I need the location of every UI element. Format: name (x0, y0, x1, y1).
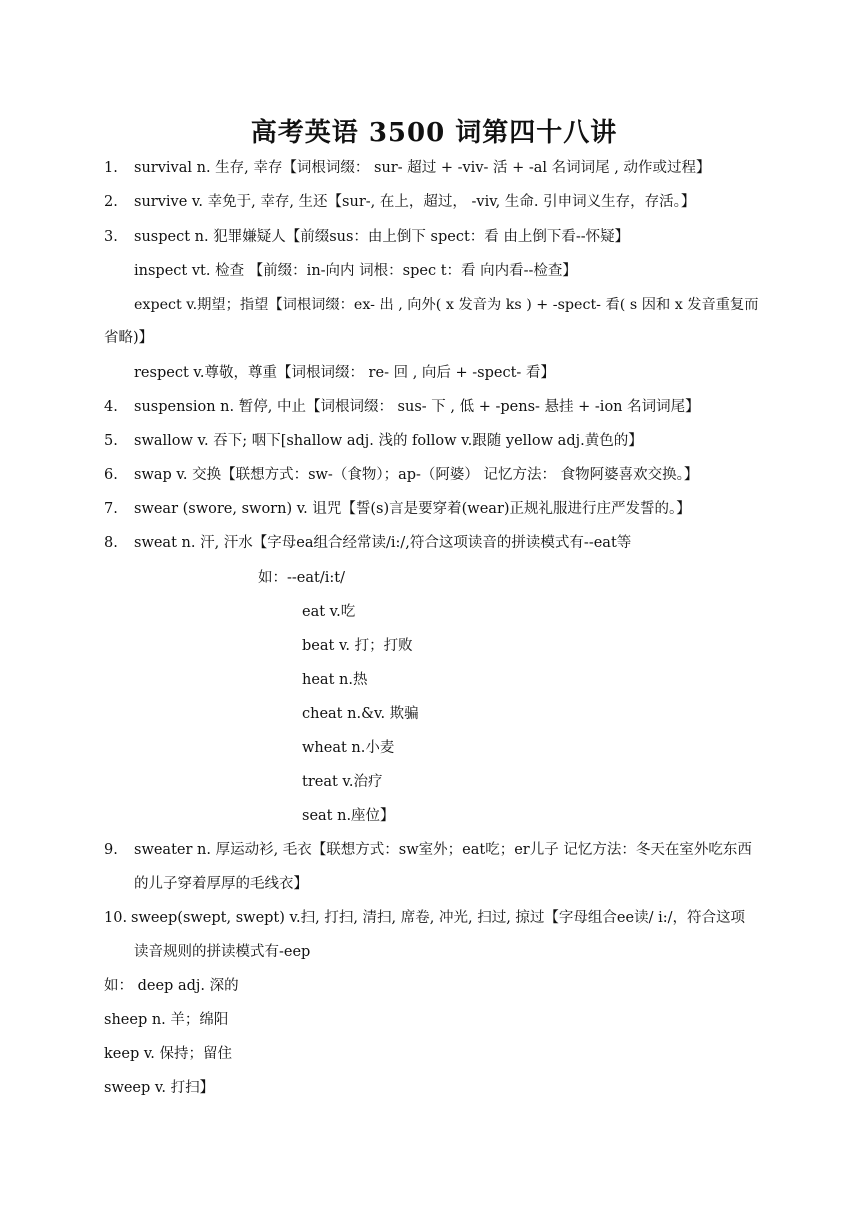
word-example: 如： deep adj. 深的 (104, 978, 239, 994)
entry-text: 如：--eat/i:t/ (258, 570, 345, 586)
word-example: cheat n.&v. 欺骗 (302, 706, 419, 722)
entry-text: sweep(swept, swept) v.扫, 打扫, 清扫, 席卷, 冲光, 扫过, 掠过【字母组合ee读/ i:/，符合这项 (131, 910, 745, 926)
word-example: eat v.吃 (302, 604, 356, 620)
entry-number: 4. (104, 399, 118, 415)
word-example: treat v.治疗 (302, 774, 383, 790)
page-title: 高考英语 3500 词第四十八讲 (250, 118, 618, 148)
entry-number: 8. (104, 535, 118, 551)
entry-number: 9. (104, 842, 118, 858)
entry-text: expect v.期望；指望【词根词缀：ex- 出 , 向外( x 发音为 ks ) + -spect- 看( s 因和 x 发音重复而 (134, 297, 759, 313)
entry-text: suspension n. 暂停, 中止【词根词缀： sus- 下 , 低 + -pens- 悬挂 + -ion 名词词尾】 (134, 399, 700, 415)
entry-text: swear (swore, sworn) v. 诅咒【誓(s)言是要穿着(wear)正规礼服进行庄严发誓的。】 (134, 501, 691, 517)
word-example: keep v. 保持；留住 (104, 1046, 233, 1062)
entry-number: 2. (104, 194, 118, 210)
entry-text: suspect n. 犯罪嫌疑人【前缀sus：由上倒下 spect：看 由上倒下看--怀疑】 (134, 229, 630, 245)
entry-number: 7. (104, 501, 118, 517)
entry-text: survive v. 幸免于, 幸存, 生还【sur-, 在上，超过， -viv, 生命. 引申词义生存，存活。】 (134, 194, 696, 210)
entry-number: 5. (104, 433, 118, 449)
word-example: sweep v. 打扫】 (104, 1080, 215, 1096)
entry-text: respect v.尊敬，尊重【词根词缀： re- 回 , 向后 + -spect- 看】 (134, 365, 555, 381)
entry-text: survival n. 生存, 幸存【词根词缀： sur- 超过 + -viv- 活 + -al 名词词尾 , 动作或过程】 (134, 160, 711, 176)
entry-text: swallow v. 吞下; 咽下[shallow adj. 浅的 follow v.跟随 yellow adj.黄色的】 (134, 433, 643, 449)
word-example: sheep n. 羊；绵阳 (104, 1012, 229, 1028)
entry-text: swap v. 交换【联想方式：sw-（食物）；ap-（阿婆） 记忆方法： 食物阿婆喜欢交换。】 (134, 467, 699, 483)
entry-text: 省略)】 (104, 330, 154, 346)
entry-text: 的儿子穿着厚厚的毛线衣】 (134, 876, 308, 892)
word-example: beat v. 打；打败 (302, 638, 413, 654)
word-example: seat n.座位】 (302, 808, 395, 824)
entry-text: sweater n. 厚运动衫, 毛衣【联想方式：sw室外；eat吃；er儿子 记忆方法：冬天在室外吃东西 (134, 842, 752, 858)
entry-text: inspect vt. 检查 【前缀：in-向内 词根：spec t：看 向内看--检查】 (134, 263, 577, 279)
entry-number: 10. (104, 910, 128, 926)
entry-number: 3. (104, 229, 118, 245)
word-example: wheat n.小麦 (302, 740, 395, 756)
entry-text: 读音规则的拼读模式有-eep (134, 944, 311, 960)
entry-text: sweat n. 汗, 汗水【字母ea组合经常读/i:/,符合这项读音的拼读模式有--eat等 (134, 535, 632, 551)
word-example: heat n.热 (302, 672, 368, 688)
entry-number: 6. (104, 467, 118, 483)
entry-number: 1. (104, 160, 118, 176)
